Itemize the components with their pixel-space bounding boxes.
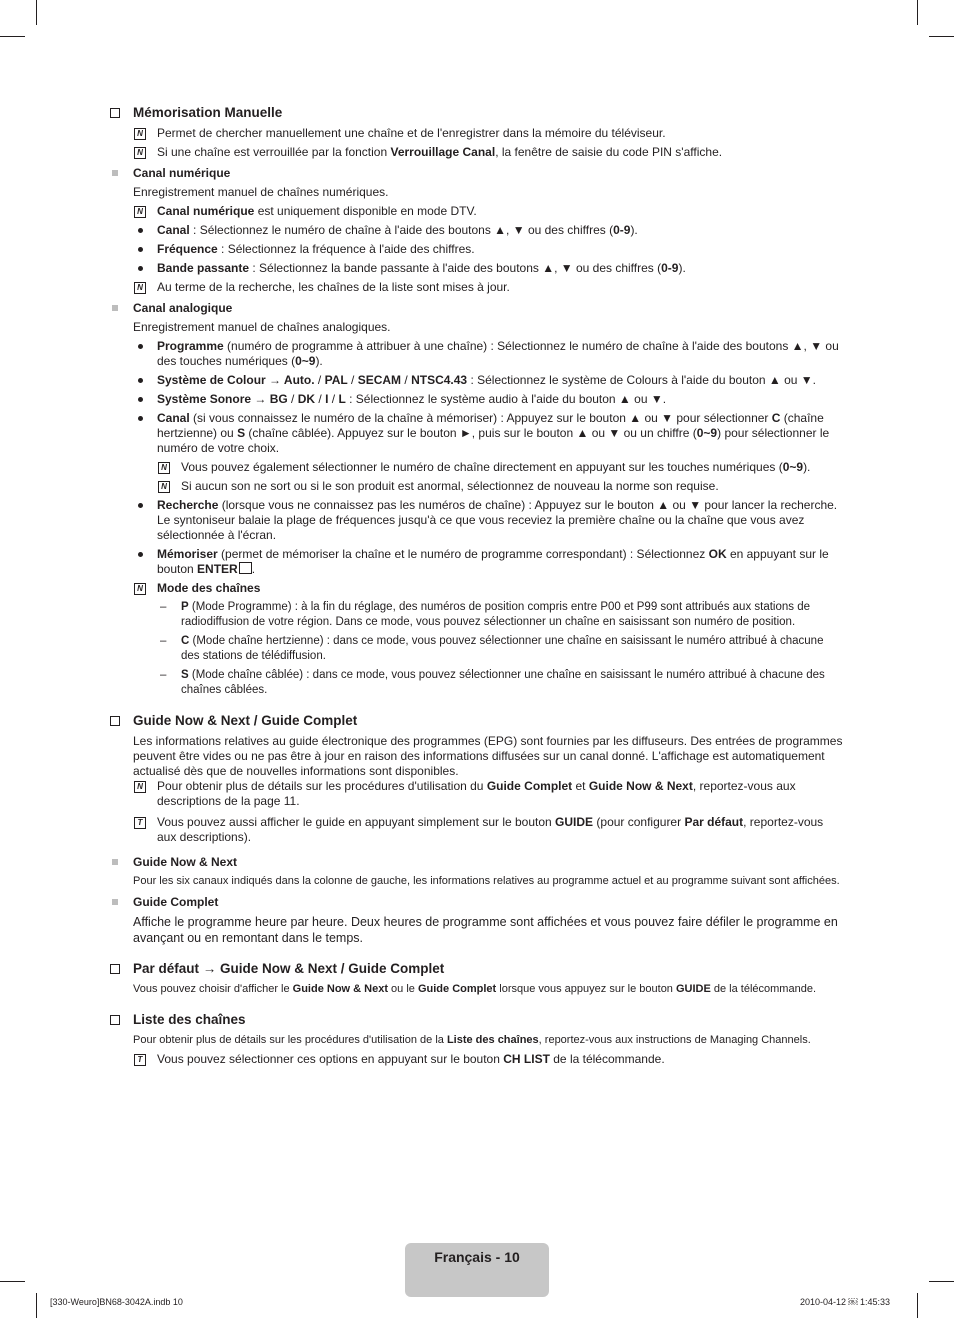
square-bullet-icon	[112, 170, 118, 176]
paragraph: Enregistrement manuel de chaînes analogiques.	[133, 320, 391, 334]
note: T Vous pouvez sélectionner ces options en appuyant sur le bouton CH LIST de la télécommande.	[110, 1052, 845, 1067]
checkbox-bullet-icon	[110, 964, 120, 974]
bullet-dot-icon	[138, 378, 143, 383]
page-number-tab: Français - 10	[405, 1243, 549, 1297]
note: N Permet de chercher manuellement une chaîne et de l'enregistrer dans la mémoire du téléviseur.	[110, 126, 845, 141]
subsection-title-gc: Guide Complet	[110, 895, 845, 910]
checkbox-bullet-icon	[110, 716, 120, 726]
tip-icon: T	[134, 1054, 146, 1066]
bullet-item: Programme (numéro de programme à attribuer à une chaîne) : Sélectionnez le numéro de chaîne à l'aide des boutons ▲, ▼ ou des touches numériques (0~9).	[110, 339, 845, 369]
bullet-dot-icon	[138, 266, 143, 271]
note: N Pour obtenir plus de détails sur les procédures d'utilisation du Guide Complet et Guide Now & Next, reportez-vous aux descriptions de la page 11.	[110, 779, 845, 809]
bullet-item: Bande passante : Sélectionnez la bande passante à l'aide des boutons ▲, ▼ ou des chiffres (0-9).	[110, 261, 845, 276]
subsection-title-numerique: Canal numérique	[110, 166, 845, 181]
section-title-par-defaut: Par défaut → Guide Now & Next / Guide Complet	[110, 960, 845, 978]
section-title-liste: Liste des chaînes	[110, 1011, 845, 1029]
note: N Canal numérique est uniquement disponible en mode DTV.	[110, 204, 845, 219]
bullet-dot-icon	[138, 397, 143, 402]
note-icon: N	[158, 481, 170, 493]
note: N Si aucun son ne sort ou si le son produit est anormal, sélectionnez de nouveau la norme son requise.	[110, 479, 845, 494]
paragraph: Les informations relatives au guide électronique des programmes (EPG) sont fournies par les diffuseurs. Des entrées de programmes peuvent être vides ou ne pas être à jour en raison des informations diffusées sur un canal donné. L'affichage est automatiquement actualisé dès que de nouvelles informations sont disponibles.	[133, 734, 843, 778]
note-icon: N	[134, 282, 146, 294]
dash-item: – S (Mode chaîne câblée) : dans ce mode, vous pouvez sélectionner une chaîne en saisissant le numéro attribué à chacune des chaînes câblées.	[160, 669, 825, 696]
section-title-memorisation: Mémorisation Manuelle	[110, 104, 845, 122]
print-info-left: [330-Weuro]BN68-3042A.indb 10	[50, 1297, 183, 1307]
bullet-item: Fréquence : Sélectionnez la fréquence à l'aide des chiffres.	[110, 242, 845, 257]
subsection-title-gnn: Guide Now & Next	[110, 855, 845, 870]
note: N Mode des chaînes	[110, 581, 845, 596]
crop-mark	[36, 1293, 37, 1318]
subsection-title-analogique: Canal analogique	[110, 301, 845, 316]
bullet-item: Canal (si vous connaissez le numéro de la chaîne à mémoriser) : Appuyez sur le bouton ▲ ou ▼ pour sélectionner C (chaîne hertzienne) ou S (chaîne câblée). Appuyez sur le bouton ►, puis sur le bouton ▲ ou ▼ ou un chiffre (0~9) pour sélectionner le numéro de votre choix.	[110, 411, 845, 456]
paragraph: Pour les six canaux indiqués dans la colonne de gauche, les informations relatives au programme actuel et au programme suivant sont affichées.	[133, 875, 840, 887]
square-bullet-icon	[112, 859, 118, 865]
dash-item: – P (Mode Programme) : à la fin du réglage, des numéros de position compris entre P00 et P99 sont attribués aux stations de radiodiffusion de votre région. Dans ce mode, vous pouvez sélectionner un chaîne en saisissant son numéro de position.	[160, 601, 811, 628]
square-bullet-icon	[112, 305, 118, 311]
bullet-dot-icon	[138, 247, 143, 252]
bullet-item: Système de Colour → Auto. / PAL / SECAM / NTSC4.43 : Sélectionnez le système de Colours à l'aide du bouton ▲ ou ▼.	[110, 373, 845, 388]
paragraph: Pour obtenir plus de détails sur les procédures d'utilisation de la Liste des chaînes, reportez-vous aux instructions de Managing Channels.	[133, 1034, 811, 1046]
note-icon: N	[134, 781, 146, 793]
checkbox-bullet-icon	[110, 108, 120, 118]
print-info-right: 2010-04-12 ￼ 1:45:33	[800, 1297, 891, 1307]
crop-mark	[917, 1293, 918, 1318]
note: N Si une chaîne est verrouillée par la fonction Verrouillage Canal, la fenêtre de saisie du code PIN s'affiche.	[110, 145, 845, 160]
bullet-item: Mémoriser (permet de mémoriser la chaîne et le numéro de programme correspondant) : Sélectionnez OK en appuyant sur le bouton ENTER .	[110, 547, 845, 577]
note-icon: N	[134, 206, 146, 218]
tip-icon: T	[134, 817, 146, 829]
crop-mark	[0, 1281, 25, 1282]
bullet-dot-icon	[138, 552, 143, 557]
note-icon: N	[134, 128, 146, 140]
note: N Vous pouvez également sélectionner le numéro de chaîne directement en appuyant sur les touches numériques (0~9).	[110, 460, 845, 475]
note-icon: N	[134, 583, 146, 595]
square-bullet-icon	[112, 899, 118, 905]
bullet-item: Canal : Sélectionnez le numéro de chaîne à l'aide des boutons ▲, ▼ ou des chiffres (0-9).	[110, 223, 845, 238]
paragraph: Enregistrement manuel de chaînes numériques.	[133, 185, 389, 199]
page-content	[110, 104, 845, 1067]
section-title-guide: Guide Now & Next / Guide Complet	[110, 712, 845, 730]
checkbox-bullet-icon	[110, 1015, 120, 1025]
bullet-item: Système Sonore → BG / DK / I / L : Sélectionnez le système audio à l'aide du bouton ▲ ou ▼.	[110, 392, 845, 407]
bullet-dot-icon	[138, 228, 143, 233]
paragraph: Vous pouvez choisir d'afficher le Guide Now & Next ou le Guide Complet lorsque vous appuyez sur le bouton GUIDE de la télécommande.	[133, 983, 816, 995]
crop-mark	[929, 1281, 954, 1282]
bullet-dot-icon	[138, 344, 143, 349]
crop-mark	[36, 0, 37, 25]
note: T Vous pouvez aussi afficher le guide en appuyant simplement sur le bouton GUIDE (pour configurer Par défaut, reportez-vous aux descriptions).	[110, 815, 845, 845]
enter-icon	[239, 562, 252, 574]
dash-item: – C (Mode chaîne hertzienne) : dans ce mode, vous pouvez sélectionner une chaîne en saisissant le numéro attribué à chacune des stations de télédiffusion.	[160, 635, 824, 662]
note-icon: N	[134, 147, 146, 159]
note-icon: N	[158, 462, 170, 474]
paragraph: Affiche le programme heure par heure. Deux heures de programme sont affichées et vous pouvez faire défiler le programme en avançant ou en remontant dans le temps.	[133, 915, 838, 945]
note: N Au terme de la recherche, les chaînes de la liste sont mises à jour.	[110, 280, 845, 295]
bullet-dot-icon	[138, 416, 143, 421]
bullet-dot-icon	[138, 503, 143, 508]
crop-mark	[0, 36, 25, 37]
crop-mark	[917, 0, 918, 25]
crop-mark	[929, 36, 954, 37]
bullet-item: Recherche (lorsque vous ne connaissez pas les numéros de chaîne) : Appuyez sur le bouton ▲ ou ▼ pour lancer la recherche. Le syntoniseur balaie la plage de fréquences jusqu'à ce que vous receviez la première chaîne ou la chaîne que vous avez sélectionnée à l'écran.	[110, 498, 845, 543]
